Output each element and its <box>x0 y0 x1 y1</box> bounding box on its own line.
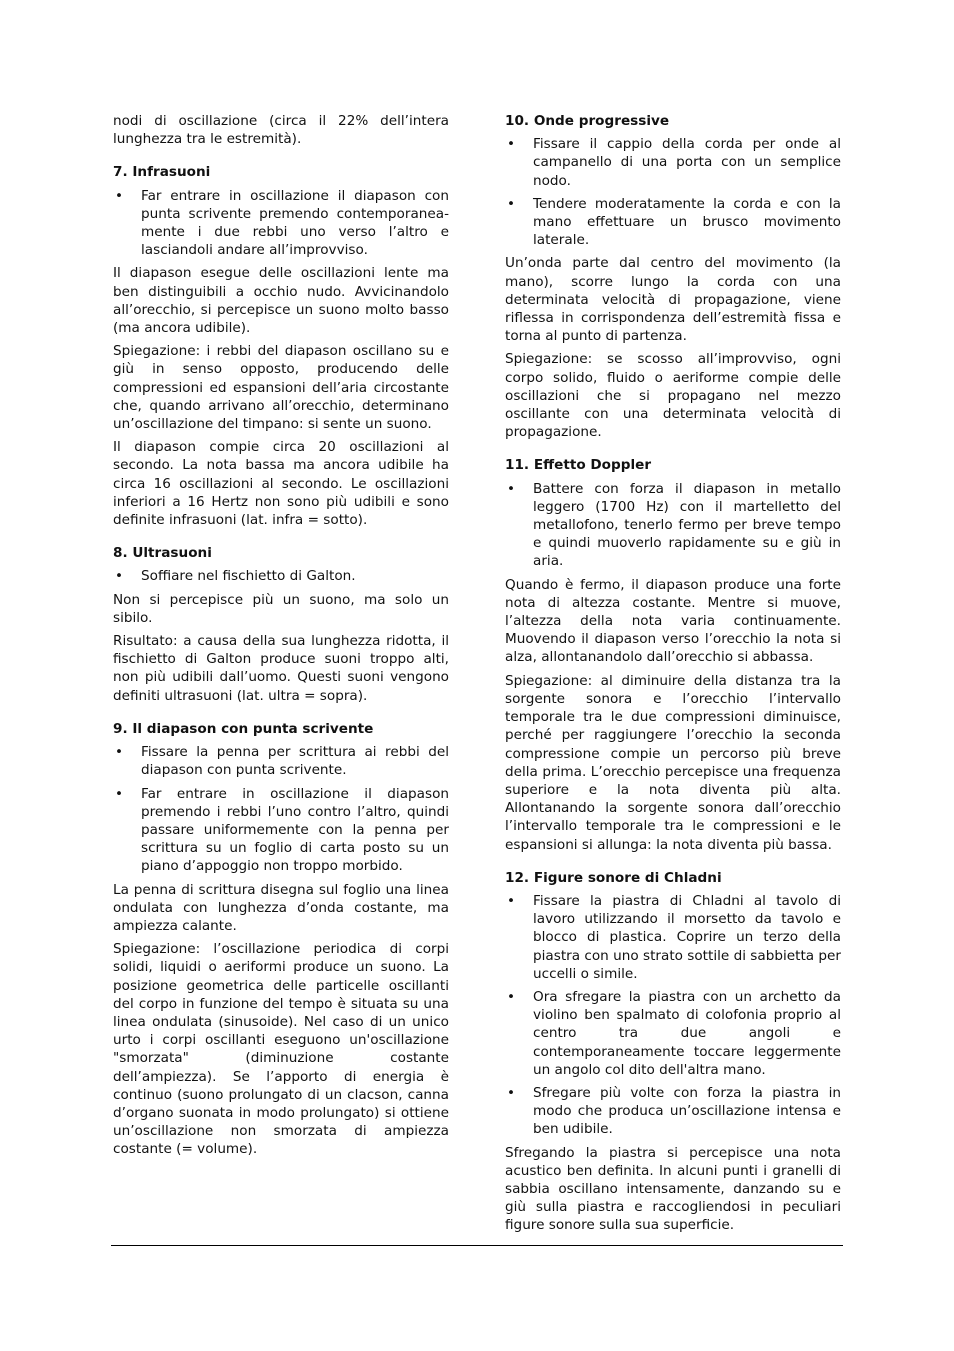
right-column <box>505 112 841 1250</box>
paragraph: Quando è fermo, il diapason produce una forte nota di altezza costante. Mentre si muove, l’altezza della nota varia continuamente. Muovendo il diapason verso l’orecchio la nota si alza, allontanandolo dall’orecchio si abbassa. <box>505 576 841 666</box>
list-item <box>505 988 841 1079</box>
paragraph: Spiegazione: i rebbi del diapason oscillano su e giù in senso opposto, producendo delle compressioni ed espansioni dell’aria circostante che, quando arrivano all’orecchio, determinano un’oscillazione del timpano: si sente un suono. <box>113 343 449 433</box>
paragraph: Il diapason compie circa 20 oscillazioni al secondo. La nota bassa ma ancora udibile ha circa 16 oscillazioni al secondo. Le oscillazioni inferiori a 16 Hertz non sono più udibili e sono definite infrasuoni (lat. infra = sotto). <box>113 439 449 529</box>
list-item <box>505 892 841 983</box>
paragraph: Un’onda parte dal centro del movimento (la mano), scorre lungo la corda con una determinata velocità di propagazione, viene riflessa in corrispondenza dell’estremità fissa e torna al punto di partenza. <box>505 255 841 345</box>
bullet-icon: • <box>115 744 124 761</box>
bullet-icon: • <box>507 988 516 1005</box>
paragraph: Non si percepisce più un suono, ma solo un sibilo. <box>113 591 449 626</box>
bullet-icon: • <box>115 568 124 585</box>
bullet-icon: • <box>507 136 516 153</box>
section-title: 12. Figure sonore di Chladni <box>505 869 722 886</box>
paragraph: Spiegazione: al diminuire della distanza tra la sorgente sonora e l’orecchio l’intervallo temporale tra le due compressioni diminuisce, perché per raggiungere l’orecchio la seconda compressione compie un percorso più breve della prima. L’orecchio percepisce una frequenza superiore e la nota diventa più alta. Allontanando la sorgente sonora dall’orecchio l’intervallo temporale tra le compressioni e le espansioni si allunga: la nota diventa più bassa. <box>505 672 841 853</box>
intro-section <box>113 112 449 148</box>
bullet-icon: • <box>507 195 516 212</box>
paragraph: Sfregando la piastra si percepisce una nota acustico ben definita. In alcuni punti i granelli di sabbia oscillano intensamente, danzando su e giù sulla piastra e raccogliendosi in peculiari figure sonore sulla sua superficie. <box>505 1144 841 1234</box>
section-title: 8. Ultrasuoni <box>113 545 212 562</box>
list-item-text: Tendere moderatamente la corda e con la mano effettuare un brusco movimento laterale. <box>533 195 841 249</box>
section-figure-chladni <box>505 869 841 1235</box>
list-item-text: Ora sfregare la piastra con un archetto da violino ben spalmato di colofonia proprio al centro tra due angoli e contemporaneamente toccare leggermente un angolo col dito dell'altra mano. <box>533 988 841 1078</box>
list-item <box>113 743 449 779</box>
intro-paragraph: nodi di oscillazione (circa il 22% dell’intera lunghezza tra le estremità). <box>113 113 449 148</box>
list-item <box>113 785 449 876</box>
section-diapason-punta-scrivente <box>113 720 449 1159</box>
paragraph: Il diapason esegue delle oscillazioni lente ma ben distinguibili a occhio nudo. Avvicinandolo all’orecchio, si percepisce un suono molto basso (ma ancora udibile). <box>113 265 449 337</box>
left-column <box>113 112 449 1174</box>
list-item-text: Fissare la piastra di Chladni al tavolo di lavoro utilizzando il morsetto da tavolo e blocco di plastica. Coprire un terzo della piastra con uno strato sottile di sabbietta per uccelli o simile. <box>533 892 842 982</box>
list-item-text: Far entrare in oscillazione il diapason premendo i rebbi l’uno contro l’altro, quindi passare uniformemente con la penna per scrittura su un foglio di carta posto su un piano d’appoggio non troppo morbido. <box>141 785 449 875</box>
list-item-text: Fissare il cappio della corda per onde al campanello di una porta con un semplice nodo. <box>533 136 841 189</box>
bullet-list <box>113 187 449 260</box>
list-item <box>113 187 449 260</box>
section-effetto-doppler <box>505 456 841 853</box>
list-item <box>505 195 841 250</box>
list-item <box>505 135 841 190</box>
list-item <box>113 567 449 585</box>
bullet-icon: • <box>507 1084 516 1101</box>
list-item <box>505 480 841 571</box>
footer-divider <box>111 1245 843 1246</box>
list-item-text: Far entrare in oscillazione il diapason con punta scrivente premendo contemporanea-mente i due rebbi uno verso l’altro e lasciandoli andare all’improvviso. <box>141 187 449 259</box>
bullet-icon: • <box>115 187 124 204</box>
section-onde-progressive <box>505 112 841 441</box>
paragraph: La penna di scrittura disegna sul foglio una linea ondulata con lunghezza d’onda costante, ma ampiezza calante. <box>113 881 449 934</box>
paragraph: Spiegazione: l’oscillazione periodica di corpi solidi, liquidi o aeriformi produce un suono. La posizione geometrica delle particelle oscillanti del corpo in funzione del tempo è situata su una linea ondulata (sinusoide). Nel caso di un unico urto i corpi oscillanti eseguono un'oscillazione "smorzata" (diminuzione costante dell’ampiezza). Se l’apporto di energia è continuo (suono prolungato di un clacson, canna d’organo suonata in modo prolungato) si ottiene un’oscillazione non smorzata di ampiezza costante (= volume). <box>113 941 449 1158</box>
section-title: 11. Effetto Doppler <box>505 457 652 474</box>
list-item-text: Battere con forza il diapason in metallo leggero (1700 Hz) con il martelletto del metallofono, tenerlo fermo per breve tempo e quindi muoverlo rapidamente su e giù in aria. <box>533 480 841 570</box>
section-title: 10. Onde progressive <box>505 113 670 129</box>
bullet-list <box>113 567 449 585</box>
bullet-list <box>113 743 449 875</box>
bullet-list <box>505 892 841 1139</box>
bullet-icon: • <box>507 480 516 497</box>
bullet-list <box>505 135 841 249</box>
bullet-icon: • <box>115 785 124 802</box>
list-item <box>505 1084 841 1139</box>
bullet-list <box>505 480 841 571</box>
section-infrasuoni <box>113 163 449 529</box>
list-item-text: Sfregare più volte con forza la piastra in modo che produca un’oscillazione intensa e ben udibile. <box>533 1084 841 1138</box>
paragraph: Risultato: a causa della sua lunghezza ridotta, il fischietto di Galton produce suoni troppo alti, non più udibili dall’uomo. Questi suoni vengono definiti ultrasuoni (lat. ultra = sopra). <box>113 633 449 704</box>
section-title: 9. Il diapason con punta scrivente <box>113 720 374 737</box>
bullet-icon: • <box>507 892 516 909</box>
list-item-text: Soffiare nel fischietto di Galton. <box>141 568 356 585</box>
list-item-text: Fissare la penna per scrittura ai rebbi del diapason con punta scrivente. <box>141 744 449 779</box>
section-ultrasuoni <box>113 544 449 705</box>
paragraph: Spiegazione: se scosso all’improvviso, ogni corpo solido, fluido o aeriforme compie delle oscillazioni che si propagano nel mezzo oscillante con una determinata velocità di propagazione. <box>505 351 841 441</box>
section-title: 7. Infrasuoni <box>113 164 211 181</box>
